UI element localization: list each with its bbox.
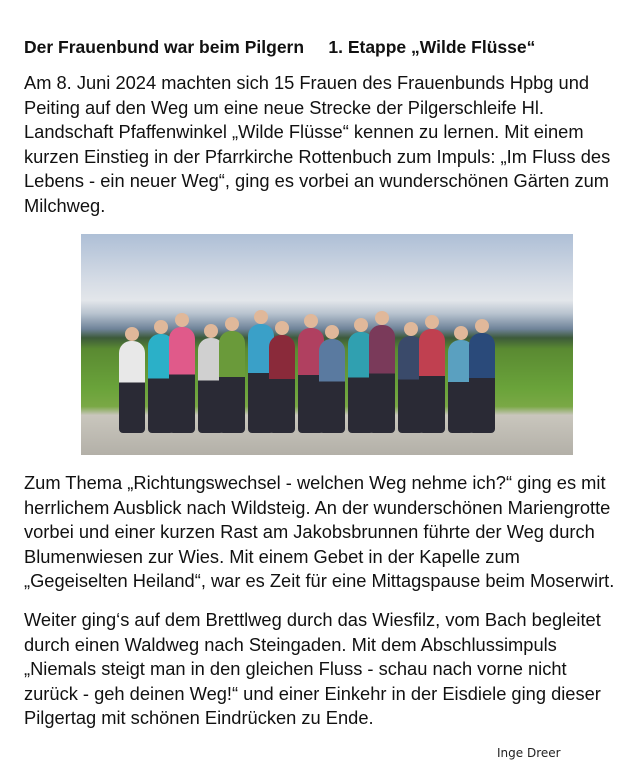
text-line: Peiting auf den Weg um eine neue Strecke der Pilgerschleife Hl. [24, 96, 544, 118]
person-head [425, 315, 439, 329]
text-line: „Gegeiselten Heiland“, war es Zeit für eine Mittagspause beim Moserwirt. [24, 570, 615, 592]
person-head [154, 320, 168, 334]
text-line: Pilgertag mit schönen Eindrücken zu Ende. [24, 707, 374, 729]
text-line: Milchweg. [24, 194, 106, 216]
person-head [254, 310, 268, 324]
text-line: Am 8. Juni 2024 machten sich 15 Frauen des Frauenbunds Hpbg und [24, 72, 590, 93]
text-line: vorbei und einer kurzen Rast am Jakobsbrunnen führte der Weg durch [24, 521, 595, 543]
paragraph-route [24, 471, 614, 594]
person-figure [219, 331, 245, 433]
person-head [475, 319, 489, 333]
person-head [125, 327, 139, 341]
person-figure [269, 335, 295, 433]
text-line: Zum Thema „Richtungswechsel - welchen Weg nehme ich?“ ging es mit [24, 472, 606, 493]
article-heading: Der Frauenbund war beim Pilgern 1. Etappe „Wilde Flüsse“ [24, 37, 536, 57]
person-figure [469, 333, 495, 433]
person-head [454, 326, 468, 340]
person-figure [169, 327, 195, 433]
text-line: Lebens - ein neuer Weg“, ging es vorbei an wunderschönen Gärten zum [24, 170, 610, 192]
paragraph-intro [24, 71, 610, 219]
person-head [325, 325, 339, 339]
text-line: kurzen Einstieg in der Pfarrkirche Rottenbuch zum Impuls: „Im Fluss des [24, 145, 611, 167]
text-line: Landschaft Pfaffenwinkel „Wilde Flüsse“ kennen zu lernen. Mit einem [24, 121, 584, 143]
person-head [204, 324, 218, 338]
text-line: Weiter ging‘s auf dem Brettlweg durch das Wiesfilz, vom Bach begleitet [24, 609, 601, 630]
text-line: durch einen Waldweg nach Steingaden. Mit dem Abschlussimpuls [24, 633, 557, 655]
group-photo [81, 234, 573, 455]
person-head [354, 318, 368, 332]
person-head [225, 317, 239, 331]
person-head [404, 322, 418, 336]
person-head [175, 313, 189, 327]
text-line: „Niemals steigt man in den gleichen Fluss - schau nach vorne nicht [24, 658, 567, 680]
person-figure [319, 339, 345, 433]
paragraph-conclusion [24, 608, 601, 731]
text-line: zurück - geh deinen Weg!“ und einer Einkehr in der Eisdiele ging dieser [24, 682, 601, 704]
person-figure [369, 325, 395, 433]
person-head [304, 314, 318, 328]
author-signature: Inge Dreer [497, 746, 561, 760]
person-head [375, 311, 389, 325]
person-head [275, 321, 289, 335]
text-line: herrlichem Ausblick nach Wildsteig. An der wunderschönen Mariengrotte [24, 496, 611, 518]
person-figure [419, 329, 445, 433]
person-figure [119, 341, 145, 433]
text-line: Blumenwiesen zur Wies. Mit einem Gebet in der Kapelle zum [24, 545, 520, 567]
